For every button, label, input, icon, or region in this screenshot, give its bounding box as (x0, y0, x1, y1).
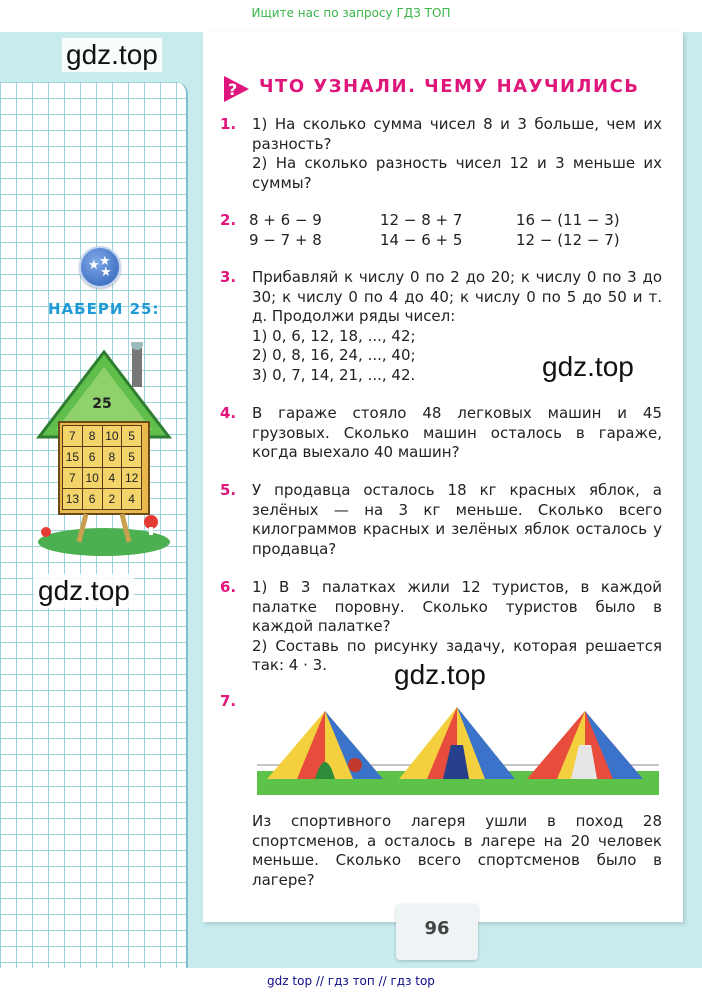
number-grid (62, 425, 142, 510)
grid-cell: 2 (102, 489, 122, 510)
task-line: Прибавляй к числу 0 по 2 до 20; к числу 0 по 3 до 30; к числу 0 по 4 до 40; к числу 0 по 5 до 50 и т. д. Продолжи ряды чисел: (252, 268, 662, 325)
question-icon (221, 74, 251, 104)
grid-cell: 8 (82, 426, 102, 447)
task-line: 1) На сколько сумма чисел 8 и 3 больше, чем их разность? (252, 115, 662, 153)
grid-cell: 4 (122, 489, 142, 510)
grid-cell: 5 (122, 426, 142, 447)
task-number: 2. (220, 211, 237, 229)
task-number: 4. (220, 404, 237, 422)
grid-cell: 5 (122, 447, 142, 468)
section-title: ЧТО УЗНАЛИ. ЧЕМУ НАУЧИЛИСЬ (259, 76, 640, 97)
grid-cell: 15 (63, 447, 83, 468)
task-line: 2) Составь по рисунку задачу, которая решается так: 4 · 3. (252, 636, 662, 674)
grid-cell: 6 (82, 447, 102, 468)
task-text (252, 115, 662, 193)
task-line: У продавца осталось 18 кг красных яблок, а зелёных — на 3 кг меньше. Сколько всего килограммов красных и зелёных яблок осталось у продавца? (252, 481, 662, 558)
expression: 9 − 7 + 8 (249, 231, 322, 249)
grid-cell: 10 (82, 468, 102, 489)
tents-illustration (257, 705, 659, 795)
grid-cell: 13 (63, 489, 83, 510)
grid-cell: 7 (63, 468, 83, 489)
footer[interactable]: gdz top // гдз топ // гдз top (267, 974, 435, 988)
expression: 16 − (11 − 3) (516, 211, 620, 229)
task-number: 1. (220, 115, 237, 133)
page-number: 96 (424, 918, 450, 939)
grid-cell: 7 (63, 426, 83, 447)
star-medal-icon: ★ ★ ★ (79, 246, 121, 288)
task-2 (220, 211, 680, 251)
task-number: 7. (220, 692, 237, 710)
grid-cell: 6 (82, 489, 102, 510)
task-number: 5. (220, 481, 237, 499)
task-number: 3. (220, 268, 237, 286)
task-text (252, 812, 662, 890)
task-line: 1) 0, 6, 12, 18, ..., 42; (252, 326, 416, 345)
task-text (252, 481, 662, 559)
task-text (252, 404, 662, 463)
task-number: 6. (220, 578, 237, 596)
task-line: 2) На сколько разность чисел 12 и 3 меньше их суммы? (252, 154, 662, 192)
watermark: gdz.top (390, 658, 490, 692)
task-line: 3) 0, 7, 14, 21, ..., 42. (252, 365, 416, 384)
house-top-number: 25 (92, 396, 112, 412)
grid-cell: 10 (102, 426, 122, 447)
grid-cell: 12 (122, 468, 142, 489)
watermark: gdz.top (34, 574, 134, 608)
expression: 12 − (12 − 7) (516, 231, 620, 249)
task-line: 2) 0, 8, 16, 24, ..., 40; (252, 346, 416, 364)
grid-cell: 4 (102, 468, 122, 489)
expression: 14 − 6 + 5 (380, 231, 463, 249)
watermark: gdz.top (538, 350, 638, 384)
expression: 8 + 6 − 9 (249, 211, 322, 229)
task-line: 1) В 3 палатках жили 12 туристов, в каждой палатке поровну. Сколько туристов было в каждой палатке? (252, 578, 662, 635)
question-mark: ? (228, 80, 238, 99)
task-line: В гараже стояло 48 легковых машин и 45 грузовых. Сколько машин осталось в гараже, когда выехало 40 машин? (252, 404, 662, 461)
expression: 12 − 8 + 7 (380, 211, 463, 229)
collect-label: НАБЕРИ 25: (48, 300, 160, 318)
grid-cell: 8 (102, 447, 122, 468)
task-line: Из спортивного лагеря ушли в поход 28 спортсменов, а осталось в лагере на 20 человек меньше. Сколько всего спортсменов было в лагере? (252, 812, 662, 889)
watermark: gdz.top (62, 38, 162, 72)
top-banner[interactable]: Ищите нас по запросу ГДЗ ТОП (251, 6, 451, 20)
